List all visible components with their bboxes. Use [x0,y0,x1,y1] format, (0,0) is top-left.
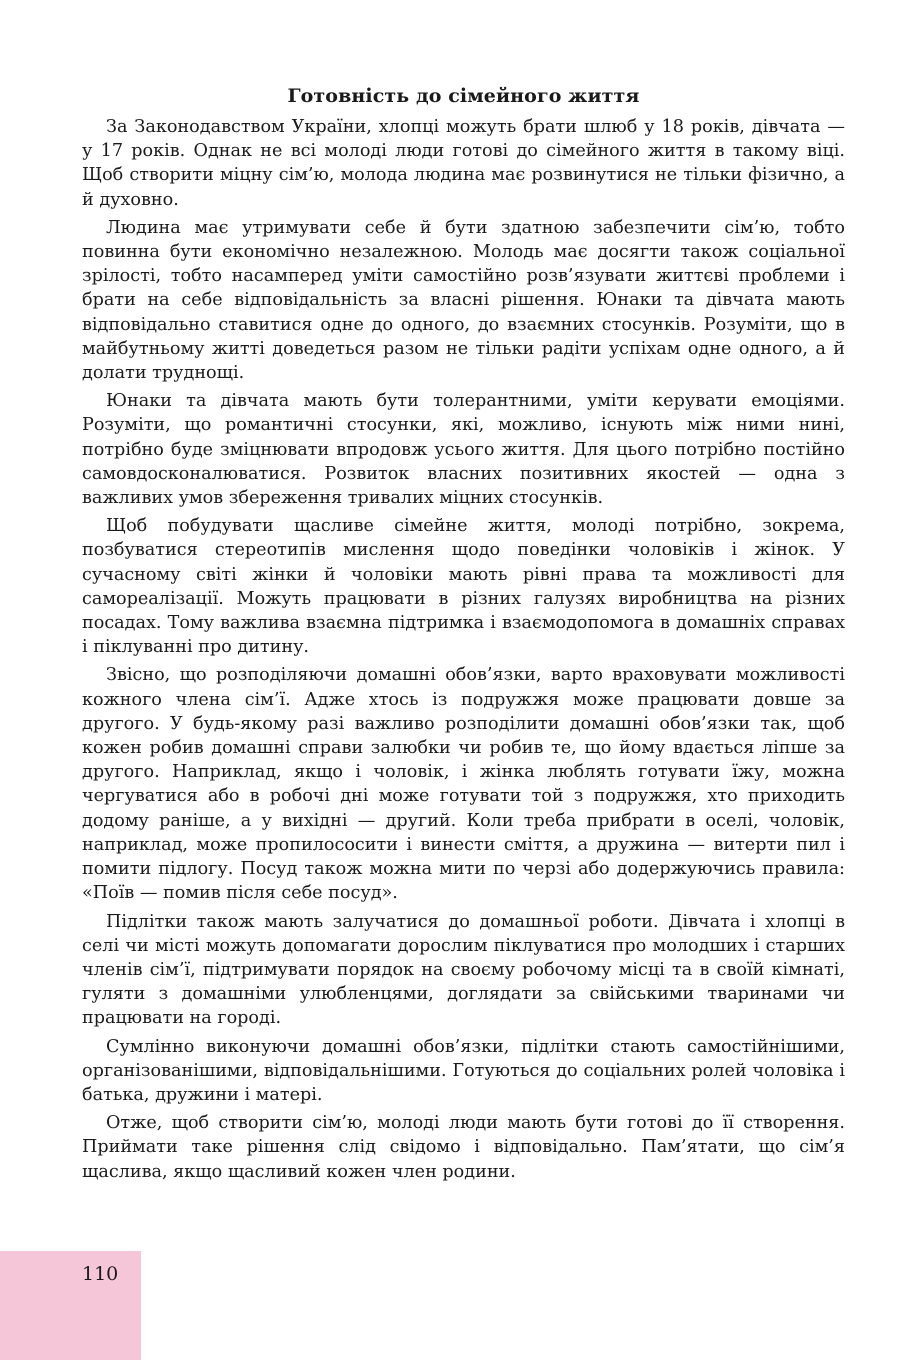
paragraph-7: Сумлінно виконуючи домашні обов’язки, підлітки стають самостійнішими, організованішими, відповідальнішими. Готуються до соціальних ролей чоловіка і батька, дружини і матері. [82,1036,845,1105]
paragraph-5: Звісно, що розподіляючи домашні обов’язки, варто враховувати можливості кожного члена сім’ї. Адже хтось із подружжя може працювати довше за другого. У будь-якому разі важливо розподілити домашні обов’язки так, щоб кожен робив домашні справи залюбки чи робив те, що йому вдається ліпше за другого. Наприклад, якщо і чоловік, і жінка люблять готувати їжу, можна чергуватися або в робочі дні може готувати той з подружжя, хто приходить додому раніше, а у вихідні — другий. Коли треба прибрати в оселі, чоловік, наприклад, може пропилососити і винести сміття, а дружина — витерти пил і помити підлогу. Посуд також можна мити по черзі або додержуючись правила: «Поїв — помив після себе посуд». [82,665,845,904]
paragraph-2: Людина має утримувати себе й бути здатною забезпечити сім’ю, тобто повинна бути економічно незалежною. Молодь має досягти також соціальної зрілості, тобто насамперед уміти самостійно розв’язувати життєві проблеми і брати на себе відповідальність за власні рішення. Юнаки та дівчата мають відповідально ставитися одне до одного, до взаємних стосунків. Розуміти, що в майбутньому житті доведеться разом не тільки радіти успіхам одне одного, а й долати труднощі. [82,217,845,384]
paragraph-3: Юнаки та дівчата мають бути толерантними, уміти керувати емоціями. Розуміти, що романтичні стосунки, які, можливо, існують між ними нині, потрібно буде зміцнювати впродовж усього життя. Для цього потрібно постійно самовдосконалюватися. Розвиток власних позитивних якостей — одна з важливих умов збереження тривалих міцних стосунків. [82,391,845,509]
page-content [82,82,845,1188]
paragraph-6: Підлітки також мають залучатися до домашньої роботи. Дівчата і хлопці в селі чи місті можуть допомагати дорослим піклуватися про молодших і старших членів сім’ї, підтримувати порядок на своєму робочому місці та в своїй кімнаті, гуляти з домашніми улюбленцями, доглядати за свійськими тваринами чи працювати на городі. [82,911,845,1029]
paragraph-4: Щоб побудувати щасливе сімейне життя, молоді потрібно, зокрема, позбуватися стереотипів мислення щодо поведінки чоловіків і жінок. У сучасному світі жінки й чоловіки мають рівні права та можливості для самореалізації. Можуть працювати в різних галузях виробництва на різних посадах. Тому важлива взаємна підтримка і взаємодопомога в домашніх справах і піклуванні про дитину. [82,516,845,658]
paragraph-1: За Законодавством України, хлопці можуть брати шлюб у 18 років, дівчата — у 17 років. Однак не всі молоді люди готові до сімейного життя в такому віці. Щоб створити міцну сім’ю, молода людина має розвинутися не тільки фізично, а й духовно. [82,117,845,210]
paragraph-8: Отже, щоб створити сім’ю, молоді люди мають бути готові до її створення. Приймати таке рішення слід свідомо і відповідально. Пам’ятати, що сім’я щаслива, якщо щасливий кожен член родини. [82,1113,845,1182]
page-number: 110 [82,1263,119,1285]
page-corner-tab [0,1251,141,1360]
section-title: Готовність до сімейного життя [287,85,640,107]
